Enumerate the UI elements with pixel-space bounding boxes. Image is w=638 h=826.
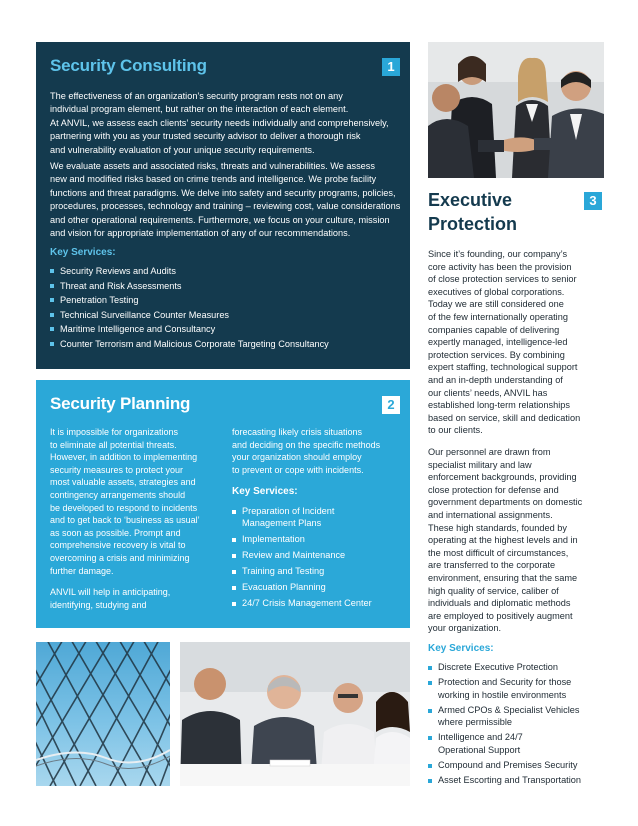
text-line: individuals and diplomatic methods: [428, 598, 571, 609]
text-line: contingency arrangements should: [50, 489, 186, 500]
text-line: expertly managed, intelligence-led: [428, 337, 568, 348]
text-line: working in hostile environments: [438, 689, 567, 700]
text-line: We evaluate assets and associated risks, threats and vulnerabilities. We assess: [50, 161, 375, 171]
text-line: of the few internationally operating: [428, 311, 568, 322]
security-planning-title: Security Planning: [50, 394, 191, 413]
list-item: [428, 676, 608, 701]
list-item: Training and Testing: [232, 565, 402, 577]
list-item: Security Reviews and Audits: [50, 264, 400, 279]
text-line: partnering with you as your trusted security advisor to deliver a thorough risk: [50, 131, 361, 142]
security-planning-panel: [36, 380, 410, 628]
text-line: executives of global corporations.: [428, 286, 565, 297]
list-item: Threat and Risk Assessments: [50, 279, 400, 294]
text-line: Operational Support: [438, 745, 521, 756]
text-line: identifying, studying and: [50, 599, 147, 610]
list-item: 24/7 Crisis Management Center: [232, 597, 402, 609]
text-line: These high standards, founded by: [428, 522, 567, 533]
list-item: [428, 704, 608, 729]
text-line: to prevent or cope with incidents.: [232, 464, 364, 475]
list-item: Penetration Testing: [50, 293, 400, 308]
handshake-photo: [428, 42, 604, 178]
text-line: companies capable of delivering: [428, 324, 560, 335]
text-line: and vision for appropriate implementation of any of our recommendations.: [50, 228, 351, 239]
text-line: Management Plans: [242, 518, 322, 528]
title-line: Protection: [428, 214, 518, 234]
text-line: high quality of service, caliber of: [428, 585, 559, 596]
section-number-badge: 3: [584, 192, 602, 210]
text-line: and other operational requirements. Furthermore, we focus on your culture, mission: [50, 214, 390, 225]
meeting-photo: [180, 642, 410, 786]
text-line: Armed CPOs & Specialist Vehicles: [438, 704, 580, 715]
list-item: Technical Surveillance Counter Measures: [50, 308, 400, 323]
key-services-heading: Key Services:: [232, 486, 298, 497]
text-line: Today we are still considered one: [428, 299, 564, 310]
fence-photo: [36, 642, 170, 786]
list-item: [428, 731, 608, 756]
list-item: Review and Maintenance: [232, 549, 402, 561]
text-line: Since it’s founding, our company’s: [428, 249, 568, 259]
text-line: and an in-depth understanding of: [428, 374, 563, 385]
planning-services-list: [232, 505, 402, 613]
text-line: The effectiveness of an organization’s security program rests not on any: [50, 91, 343, 101]
list-item: Implementation: [232, 533, 402, 545]
text-line: and to get back to ‘business as usual’: [50, 515, 200, 526]
text-line: enforcement backgrounds, providing: [428, 472, 577, 483]
text-line: operating at the highest levels and in: [428, 535, 578, 546]
text-line: be developed to respond to incidents: [50, 502, 198, 513]
security-consulting-panel: [36, 42, 410, 369]
text-line: However, in addition to implementing: [50, 452, 198, 463]
text-line: and vulnerability evaluation of your unique security requirements.: [50, 144, 315, 155]
text-line: government departments on domestic: [428, 497, 583, 508]
text-line: Preparation of Incident: [242, 506, 335, 516]
executive-services-list: [428, 661, 608, 789]
planning-paragraph: [50, 426, 228, 577]
text-line: Protection and Security for those: [438, 677, 572, 688]
text-line: overcoming a crisis and minimizing: [50, 552, 190, 563]
text-line: are employed to positively augment: [428, 610, 573, 621]
text-line: new and modified risks based on crime trends and intelligence. We probe facility: [50, 174, 377, 185]
consulting-services-list: [50, 264, 400, 352]
text-line: are transferred to the corporate: [428, 560, 556, 571]
key-services-heading: Key Services:: [428, 643, 494, 654]
title-line: Executive: [428, 190, 513, 210]
text-line: expert staffing, technological support: [428, 362, 578, 373]
executive-paragraph: [428, 446, 604, 635]
text-line: of close protection services to senior: [428, 274, 577, 285]
text-line: comprehensive recovery is vital to: [50, 540, 186, 551]
text-line: At ANVIL, we assess each clients’ security needs individually and comprehensively,: [50, 117, 389, 128]
text-line: Our personnel are drawn from: [428, 447, 551, 457]
consulting-paragraph: [50, 160, 404, 240]
text-line: Intelligence and 24/7: [438, 732, 523, 743]
text-line: ANVIL will help in anticipating,: [50, 587, 171, 597]
text-line: functions and threat paradigms. We delve into safety and security programs, policies,: [50, 187, 396, 198]
section-number-badge: 1: [382, 58, 400, 76]
planning-paragraph: [50, 586, 228, 611]
text-line: and deciding on the specific methods: [232, 439, 381, 450]
consulting-paragraph: [50, 90, 404, 157]
text-line: the most difficult of circumstances,: [428, 547, 569, 558]
list-item: Counter Terrorism and Malicious Corporate Targeting Consultancy: [50, 337, 400, 352]
text-line: environment, ensuring that the same: [428, 572, 578, 583]
text-line: specialist military and law: [428, 459, 532, 470]
text-line: procedures, processes, technology and training – reviewing cost, value considerations: [50, 201, 401, 212]
text-line: where permissible: [438, 717, 513, 728]
text-line: close protection for defense and: [428, 484, 559, 495]
text-line: It is impossible for organizations: [50, 427, 179, 437]
list-item: Maritime Intelligence and Consultancy: [50, 322, 400, 337]
text-line: your organization.: [428, 623, 502, 634]
text-line: security measures to protect your: [50, 464, 184, 475]
text-line: core activity has been the provision: [428, 261, 572, 272]
executive-paragraph: [428, 248, 604, 437]
text-line: further damage.: [50, 565, 114, 576]
executive-protection-title: [428, 188, 568, 236]
list-item: Asset Escorting and Transportation: [428, 774, 608, 787]
list-item: Discrete Executive Protection: [428, 661, 608, 674]
text-line: protection services. By combining: [428, 349, 565, 360]
key-services-heading: Key Services:: [50, 247, 116, 258]
text-line: our clients’ needs, ANVIL has: [428, 387, 548, 398]
text-line: and international assignments.: [428, 509, 553, 520]
planning-paragraph-continued: [232, 426, 404, 476]
text-line: individual program element, but rather on the interaction of each element.: [50, 104, 349, 115]
text-line: to eliminate all potential threats.: [50, 439, 177, 450]
list-item: [232, 505, 402, 529]
text-line: to our clients.: [428, 425, 483, 436]
text-line: your organization should employ: [232, 452, 362, 463]
list-item: Evacuation Planning: [232, 581, 402, 593]
security-consulting-title: Security Consulting: [50, 56, 207, 75]
text-line: based on service, skill and dedication: [428, 412, 581, 423]
text-line: most valuable assets, strategies and: [50, 477, 196, 488]
section-number-badge: 2: [382, 396, 400, 414]
text-line: established long-term relationships: [428, 400, 570, 411]
list-item: Compound and Premises Security: [428, 759, 608, 772]
text-line: as soon as possible. Prompt and: [50, 527, 181, 538]
text-line: forecasting likely crisis situations: [232, 427, 363, 437]
